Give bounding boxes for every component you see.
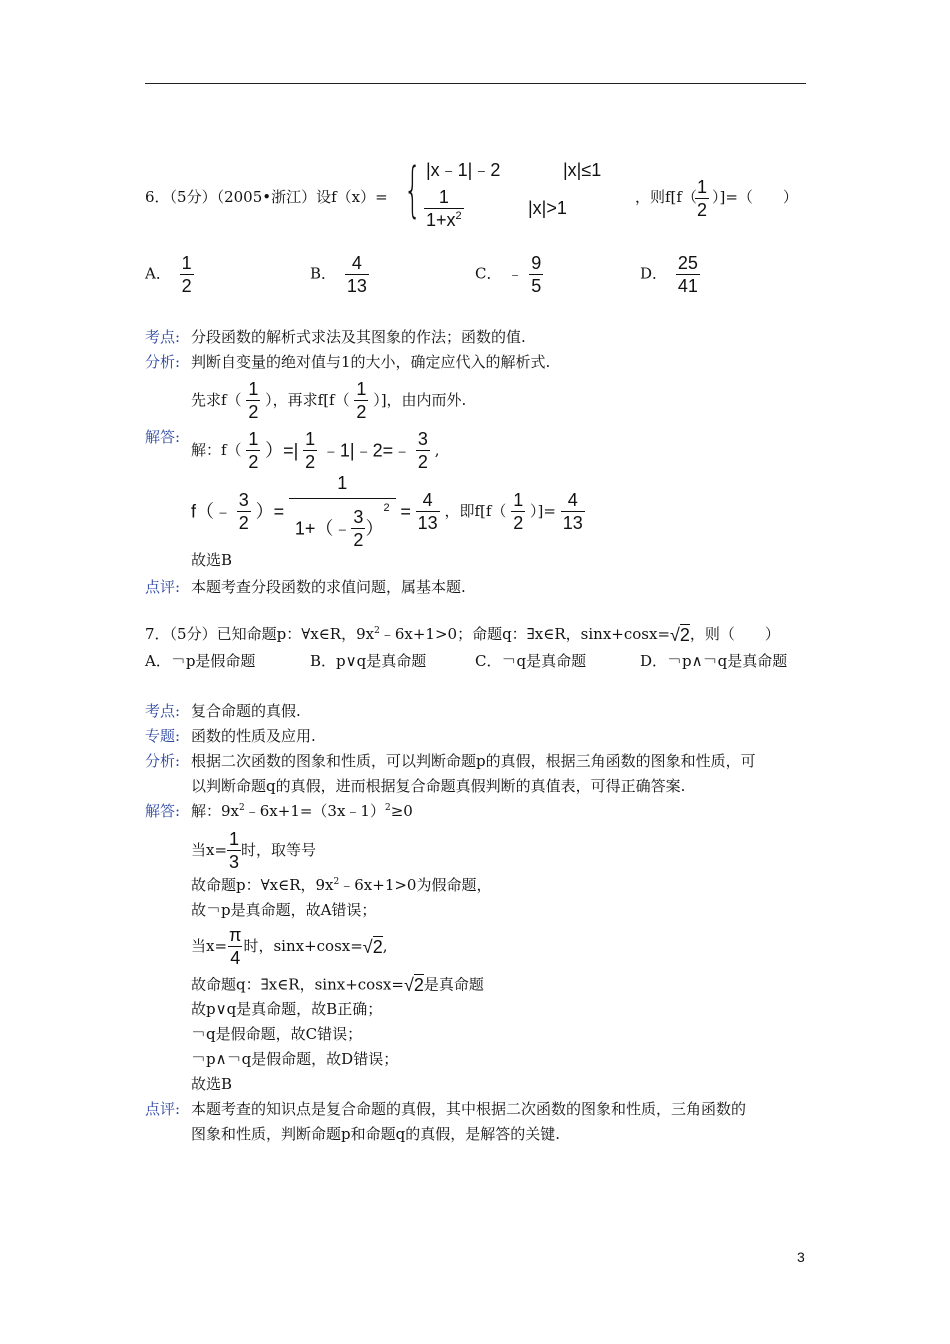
q7-fenxi-line1: 根据二次函数的图象和性质，可以判断命题p的真假，根据三角函数的图象和性质，可 xyxy=(191,752,756,770)
piecewise-brace: { xyxy=(404,155,422,225)
frac-den: $1+x^2$ xyxy=(426,210,462,230)
q6-dianping-text: 本题考查分段函数的求值问题，属基本题. xyxy=(191,578,466,596)
q6-case1-expr: |x﹣1|﹣2 xyxy=(426,160,501,180)
q7-kaodian-label: 考点: xyxy=(145,702,181,720)
q6-option-c[interactable]: C． ﹣ $\frac{9}{5}$ xyxy=(475,253,542,296)
q6-option-b[interactable]: B． $\frac{4}{13}$ xyxy=(310,253,367,296)
frac-num: 1 xyxy=(438,187,449,207)
q7-solution-line1: 解：$9x^2﹣6x+1=(3x﹣1)^2\ge 0$ xyxy=(191,802,413,820)
q7-zhuanti-label: 专题: xyxy=(145,727,181,745)
q6-stem-mid: ，则f[f（ xyxy=(635,188,697,206)
q6-fenxi2: 先求f（ $\frac{1}{2}$ ），再求f[f（ $\frac{1}{2}$ ）]，由内而外. xyxy=(191,379,467,422)
q7-option-b[interactable]: B．p∨q是真命题 xyxy=(310,652,427,670)
q7-solution-line8: ￢q是假命题，故C错误； xyxy=(191,1025,363,1043)
q6-stem-prefix: 6．（5分）（2005•浙江）设f（x）= xyxy=(145,188,388,206)
header-rule xyxy=(145,83,806,84)
q6-jieda-label: 解答: xyxy=(145,428,181,446)
q7-fenxi-label: 分析: xyxy=(145,752,181,770)
q6-solution-line3: 故选B xyxy=(191,551,233,569)
q7-stem: 7．（5分）已知命题p：∀x∈R，$9x^2﹣6x+1>0$；命题q：∃x∈R，sinx+cosx=√2，则（ ） xyxy=(145,625,780,645)
sqrt-icon: √2 xyxy=(362,936,383,957)
q7-dianping-line1: 本题考查的知识点是复合命题的真假，其中根据二次函数的图象和性质，三角函数的 xyxy=(191,1100,747,1118)
q7-option-c[interactable]: C．￢q是真命题 xyxy=(475,652,587,670)
q6-kaodian-label: 考点: xyxy=(145,328,181,346)
q7-solution-line2: 当x= $\frac{1}{3}$ 时，取等号 xyxy=(191,829,317,872)
q6-case1-cond: |x|≤1 xyxy=(563,160,602,180)
q7-option-d[interactable]: D．￢p∧￢q是真命题 xyxy=(640,652,788,670)
q7-solution-line5: 当x= $\frac{\pi}{4}$ 时，sinx+cosx=√2, xyxy=(191,925,388,968)
q7-solution-line4: 故￢p是真命题，故A错误； xyxy=(191,901,377,919)
sqrt-icon: √2 xyxy=(403,975,424,995)
q7-solution-line7: 故p∨q是真命题，故B正确； xyxy=(191,1000,383,1018)
q6-solution-line1: 解：f（ $\frac{1}{2}$ ）=| $\frac{1}{2}$ ﹣1|﹣2=﹣ $\frac{3}{2}$ , xyxy=(191,429,440,472)
q7-option-a[interactable]: A．￢p是假命题 xyxy=(145,652,256,670)
q6-fenxi-text: 判断自变量的绝对值与1的大小，确定应代入的解析式. xyxy=(191,353,551,371)
q6-fenxi-label: 分析: xyxy=(145,353,181,371)
q6-case2-fraction xyxy=(424,188,464,229)
q7-solution-line6: 故命题q：∃x∈R，sinx+cosx=√2是真命题 xyxy=(191,975,484,995)
q6-kaodian-text: 分段函数的解析式求法及其图象的作法；函数的值. xyxy=(191,328,526,346)
q7-zhuanti-text: 函数的性质及应用. xyxy=(191,727,316,745)
q7-solution-line9: ￢p∧￢q是假命题，故D错误； xyxy=(191,1050,399,1068)
q6-case2-cond: |x|>1 xyxy=(528,198,567,218)
q7-solution-line3: 故命题p：∀x∈R，$9x^2﹣6x+1>0$为假命题， xyxy=(191,876,492,894)
q6-dianping-label: 点评: xyxy=(145,578,181,596)
q7-dianping-label: 点评: xyxy=(145,1100,181,1118)
q6-solution-line2: f（﹣ $\frac{3}{2}$ ）= 1 1+（﹣ $\frac{3}{2}$ ）$^2$ = $\frac{4}{13}$ ，即f[f（ $\frac{1}{2}$ ）]= $\frac{4}{13}$ xyxy=(191,473,583,550)
q7-fenxi-line2: 以判断命题q的真假，进而根据复合命题真假判断的真值表，可得正确答案. xyxy=(191,777,686,795)
q7-kaodian-text: 复合命题的真假. xyxy=(191,702,301,720)
q6-stem-half: $\frac{1}{2}$ xyxy=(697,177,708,220)
q6-option-d[interactable]: D． $\frac{25}{41}$ xyxy=(640,253,698,296)
q7-dianping-line2: 图象和性质，判断命题p和命题q的真假，是解答的关键. xyxy=(191,1125,560,1143)
q7-solution-line10: 故选B xyxy=(191,1075,233,1093)
q6-option-a[interactable]: A． $\frac{1}{2}$ xyxy=(145,253,192,296)
q7-jieda-label: 解答: xyxy=(145,802,181,820)
q6-stem-suffix: ）]=（ ） xyxy=(712,188,798,206)
sqrt-icon: √2 xyxy=(670,625,690,645)
page-number: 3 xyxy=(797,1249,805,1265)
